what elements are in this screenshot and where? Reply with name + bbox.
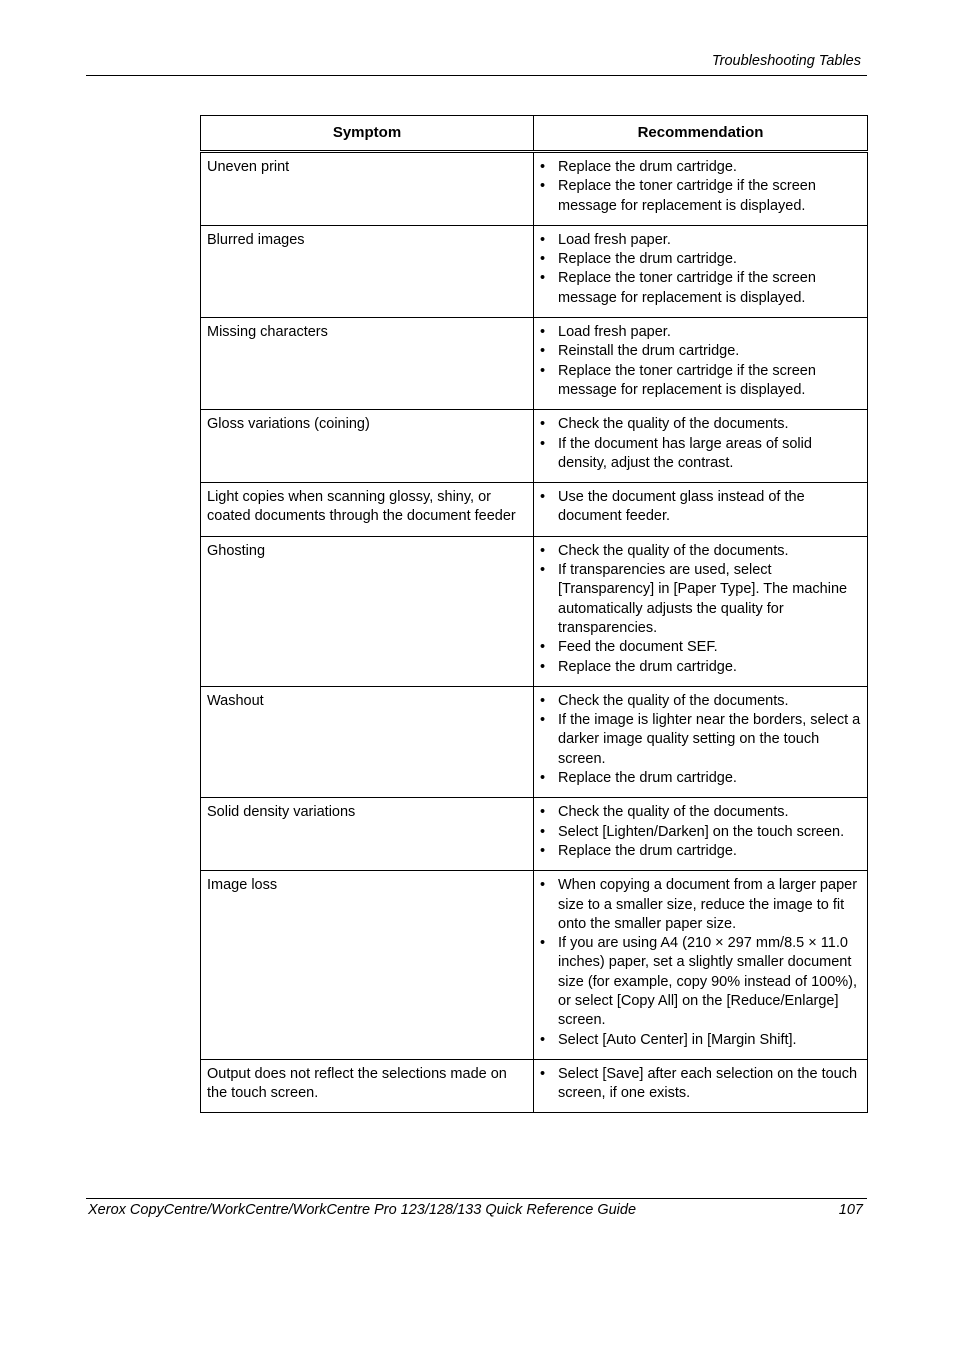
recommendation-item: • Load fresh paper.	[540, 323, 861, 342]
recommendation-cell	[534, 410, 868, 483]
recommendation-cell	[534, 536, 868, 686]
column-header-symptom: Symptom	[201, 116, 534, 152]
table-body	[201, 152, 868, 1113]
recommendation-item: • Replace the drum cartridge.	[540, 658, 861, 677]
recommendation-list	[540, 876, 861, 1050]
footer-title: Xerox CopyCentre/WorkCentre/WorkCentre Pro 123/128/133 Quick Reference Guide	[88, 1202, 637, 1218]
recommendation-item: • Replace the drum cartridge.	[540, 250, 861, 269]
table-row	[201, 410, 868, 483]
symptom-cell: Output does not reflect the selections made on the touch screen.	[201, 1059, 534, 1113]
table-row	[201, 152, 868, 226]
page-number: 107	[838, 1202, 863, 1218]
recommendation-item: • Load fresh paper.	[540, 231, 861, 250]
table-row	[201, 483, 868, 537]
symptom-cell: Light copies when scanning glossy, shiny, or coated documents through the document feeder	[201, 483, 534, 537]
recommendation-item: • Check the quality of the documents.	[540, 415, 861, 434]
recommendation-item: • Replace the toner cartridge if the screen message for replacement is displayed.	[540, 362, 861, 401]
recommendation-list	[540, 158, 861, 216]
recommendation-item: • When copying a document from a larger paper size to a smaller size, reduce the image to fit onto the smaller paper size.	[540, 876, 861, 934]
recommendation-cell	[534, 318, 868, 410]
recommendation-item: • Use the document glass instead of the document feeder.	[540, 488, 861, 527]
symptom-cell: Ghosting	[201, 536, 534, 686]
column-header-recommendation: Recommendation	[534, 116, 868, 152]
recommendation-item: • If transparencies are used, select [Transparency] in [Paper Type]. The machine automatically adjusts the quality for transparencies.	[540, 561, 861, 638]
footer-divider	[86, 1198, 867, 1199]
recommendation-cell	[534, 152, 868, 226]
table-row	[201, 225, 868, 317]
table-row	[201, 318, 868, 410]
recommendation-list	[540, 803, 861, 861]
recommendation-item: • Check the quality of the documents.	[540, 692, 861, 711]
recommendation-item: • If the document has large areas of solid density, adjust the contrast.	[540, 435, 861, 474]
recommendation-item: • Replace the toner cartridge if the screen message for replacement is displayed.	[540, 269, 861, 308]
recommendation-cell	[534, 483, 868, 537]
symptom-cell: Blurred images	[201, 225, 534, 317]
table-row	[201, 536, 868, 686]
table-row	[201, 871, 868, 1060]
table-row	[201, 686, 868, 797]
recommendation-item: • Feed the document SEF.	[540, 638, 861, 657]
recommendation-item: • Replace the toner cartridge if the screen message for replacement is displayed.	[540, 177, 861, 216]
header-title: Troubleshooting Tables	[711, 53, 861, 69]
recommendation-list	[540, 488, 861, 527]
recommendation-cell	[534, 1059, 868, 1113]
recommendation-cell	[534, 225, 868, 317]
recommendation-list	[540, 1065, 861, 1104]
symptom-cell: Missing characters	[201, 318, 534, 410]
symptom-cell: Image loss	[201, 871, 534, 1060]
recommendation-item: • Replace the drum cartridge.	[540, 158, 861, 177]
header-divider	[86, 75, 867, 76]
recommendation-item: • Check the quality of the documents.	[540, 803, 861, 822]
recommendation-item: • Select [Auto Center] in [Margin Shift].	[540, 1031, 861, 1050]
symptom-cell: Gloss variations (coining)	[201, 410, 534, 483]
recommendation-item: • Replace the drum cartridge.	[540, 769, 861, 788]
recommendation-list	[540, 542, 861, 677]
table-row	[201, 798, 868, 871]
table-row	[201, 1059, 868, 1113]
symptom-cell: Uneven print	[201, 152, 534, 226]
recommendation-cell	[534, 798, 868, 871]
troubleshooting-table	[200, 115, 868, 1113]
recommendation-list	[540, 323, 861, 400]
recommendation-cell	[534, 686, 868, 797]
recommendation-list	[540, 415, 861, 473]
recommendation-list	[540, 231, 861, 308]
recommendation-item: • Select [Save] after each selection on the touch screen, if one exists.	[540, 1065, 861, 1104]
symptom-cell: Solid density variations	[201, 798, 534, 871]
recommendation-list	[540, 692, 861, 788]
symptom-cell: Washout	[201, 686, 534, 797]
recommendation-item: • Reinstall the drum cartridge.	[540, 342, 861, 361]
recommendation-item: • Select [Lighten/Darken] on the touch screen.	[540, 823, 861, 842]
recommendation-item: • Check the quality of the documents.	[540, 542, 861, 561]
recommendation-cell	[534, 871, 868, 1060]
recommendation-item: • If you are using A4 (210 × 297 mm/8.5 × 11.0 inches) paper, set a slightly smaller document size (for example, copy 90% instead of 100%), or select [Copy All] on the [Reduce/Enlarge] screen.	[540, 934, 861, 1030]
table-header-row	[201, 116, 868, 152]
recommendation-item: • Replace the drum cartridge.	[540, 842, 861, 861]
recommendation-item: • If the image is lighter near the borders, select a darker image quality setting on the touch screen.	[540, 711, 861, 769]
